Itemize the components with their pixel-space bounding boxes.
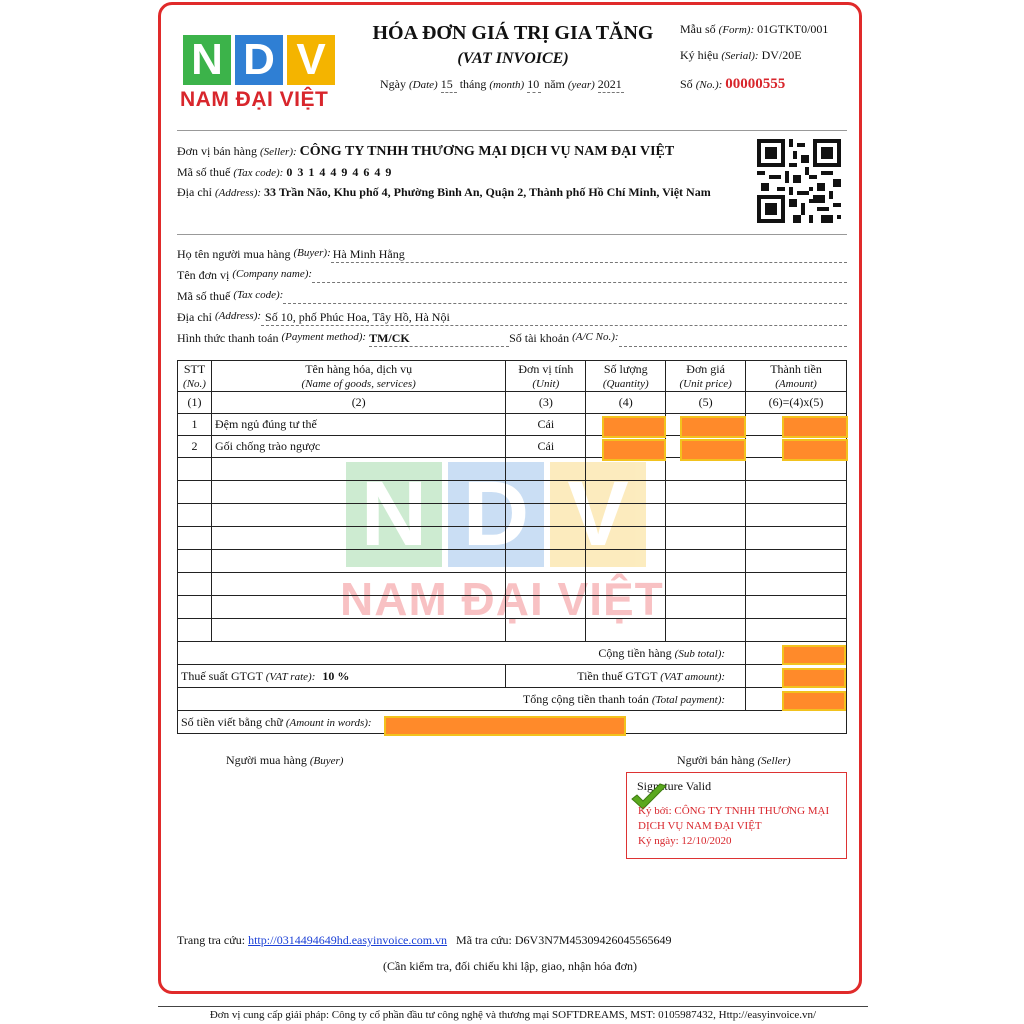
col-header-unit: Đơn vị tính (Unit) [506, 361, 586, 392]
table-row-empty [178, 550, 847, 573]
seller-name: Đơn vị bán hàng (Seller): CÔNG TY TNHH THƯƠNG MẠI DỊCH VỤ NAM ĐẠI VIỆT [177, 144, 675, 159]
date-day: 15 [441, 77, 457, 93]
buyer-company-row: Tên đơn vị (Company name): [177, 268, 847, 283]
col-header-no: STT (No.) [178, 361, 212, 392]
subtotal-row [178, 642, 847, 665]
redacted-amount [782, 439, 848, 461]
invoice-title: HÓA ĐƠN GIÁ TRỊ GIA TĂNG [372, 22, 654, 44]
buyer-tax-code [283, 289, 847, 304]
subtotal-label: Cộng tiền hàng (Sub total): [178, 642, 746, 665]
col-header-quantity: Số lượng (Quantity) [586, 361, 666, 392]
logo-letter-d: D [235, 35, 283, 85]
redacted-amount-words [384, 716, 626, 736]
table-row-empty [178, 481, 847, 504]
redacted-subtotal [782, 645, 846, 665]
signature-valid-text: Signature Valid [637, 779, 712, 793]
col-header-name: Tên hàng hóa, dịch vụ (Name of goods, services) [211, 361, 505, 392]
table-row-empty [178, 573, 847, 596]
lookup-link[interactable]: http://0314494649hd.easyinvoice.com.vn [248, 933, 448, 947]
buyer-company [312, 268, 847, 283]
vat-row [178, 665, 847, 688]
invoice-date: Ngày (Date) 15 tháng (month) 10 năm (year) 2021 [380, 77, 622, 91]
watermark-logo: N D V [346, 462, 646, 567]
redacted-total [782, 691, 846, 711]
amount-in-words: Số tiền viết bằng chữ (Amount in words): [178, 711, 847, 734]
buyer-signature-label: Người mua hàng (Buyer) [226, 753, 344, 767]
serial-number: Ký hiệu (Serial): DV/20E [680, 48, 802, 62]
divider [177, 234, 847, 235]
table-row-empty [178, 458, 847, 481]
qr-code-icon [757, 139, 841, 223]
lookup-line: Trang tra cứu: http://0314494649hd.easyinvoice.com.vn Mã tra cứu: D6V3N7M45309426045565649 [177, 933, 672, 947]
invoice-subtitle: (VAT INVOICE) [457, 50, 569, 67]
table-row: 2 Gối chống trào ngược Cái [178, 436, 847, 458]
buyer-tax-row: Mã số thuế (Tax code): [177, 289, 847, 304]
buyer-address: Số 10, phố Phúc Hoa, Tây Hồ, Hà Nội [261, 310, 847, 326]
table-row-empty [178, 619, 847, 642]
vat-rate: Thuế suất GTGT (VAT rate): 10 % [178, 665, 506, 688]
payment-method: TM/CK [369, 331, 509, 347]
item-unit: Cái [506, 414, 586, 436]
col-header-amount: Thành tiền (Amount) [746, 361, 847, 392]
date-month: 10 [527, 77, 540, 91]
digital-signature-box [626, 772, 847, 859]
buyer-address-row: Địa chỉ (Address): Số 10, phố Phúc Hoa, Tây Hồ, Hà Nội [177, 310, 847, 326]
divider [177, 130, 847, 131]
invoice-number: Số (No.): 00000555 [680, 76, 786, 92]
total-label: Tổng cộng tiền thanh toán (Total payment): [178, 688, 746, 711]
date-year: 2021 [597, 77, 622, 91]
footer-divider [158, 1006, 868, 1007]
logo-letter-n: N [183, 35, 231, 85]
col-header-unit-price: Đơn giá (Unit price) [666, 361, 746, 392]
payment-row: Hình thức thanh toán (Payment method): TM/CK Số tài khoản (A/C No.): [177, 331, 847, 347]
buyer-name-row: Họ tên người mua hàng (Buyer): Hà Minh Hằng [177, 247, 847, 263]
account-number [619, 331, 847, 347]
item-name: Đệm ngủ đúng tư thế [211, 414, 505, 436]
signed-by: Ký bởi: CÔNG TY TNHH THƯƠNG MẠI DỊCH VỤ NAM ĐẠI VIỆT [638, 805, 830, 832]
redacted-quantity [602, 416, 666, 438]
company-logo [183, 35, 335, 85]
seller-signature-label: Người bán hàng (Seller) [677, 753, 791, 767]
redacted-vat-amount [782, 668, 846, 688]
form-number: Mẫu số (Form): 01GTKT0/001 [680, 22, 829, 36]
watermark-name: NAM ĐẠI VIỆT [340, 573, 664, 625]
lookup-code: D6V3N7M45309426045565649 [514, 933, 672, 947]
total-row [178, 688, 847, 711]
logo-name: NAM ĐẠI VIỆT [180, 88, 329, 111]
table-row: 1 Đệm ngủ đúng tư thế Cái [178, 414, 847, 436]
seller-tax-code: Mã số thuế (Tax code): 0 3 1 4 4 9 4 6 4 9 [177, 165, 393, 179]
buyer-name: Hà Minh Hằng [331, 247, 847, 263]
seller-address: Địa chỉ (Address): 33 Trần Não, Khu phố 4, Phường Bình An, Quận 2, Thành phố Hồ Chí Minh, Việt Nam [177, 185, 711, 199]
item-unit: Cái [506, 436, 586, 458]
table-row-empty [178, 596, 847, 619]
redacted-unit-price [680, 439, 746, 461]
provider-text: Đơn vị cung cấp giải pháp: Công ty cổ phần đầu tư công nghệ và thương mại SOFTDREAMS, MST: 0105987432, Http://easyinvoice.vn/ [209, 1009, 817, 1021]
redacted-unit-price [680, 416, 746, 438]
redacted-quantity [602, 439, 666, 461]
table-header-row [178, 361, 847, 392]
item-name: Gối chống trào ngược [211, 436, 505, 458]
redacted-amount [782, 416, 848, 438]
items-table [177, 360, 847, 734]
signed-date: Ký ngày: 12/10/2020 [638, 835, 732, 847]
table-row-empty [178, 527, 847, 550]
table-column-number-row: (1) (2) (3) (4) (5) (6)=(4)x(5) [178, 392, 847, 414]
logo-letter-v: V [287, 35, 335, 85]
vat-amount-label: Tiền thuế GTGT (VAT amount): [506, 665, 746, 688]
table-row-empty [178, 504, 847, 527]
verification-note: (Cần kiểm tra, đối chiếu khi lập, giao, nhận hóa đơn) [383, 959, 637, 973]
